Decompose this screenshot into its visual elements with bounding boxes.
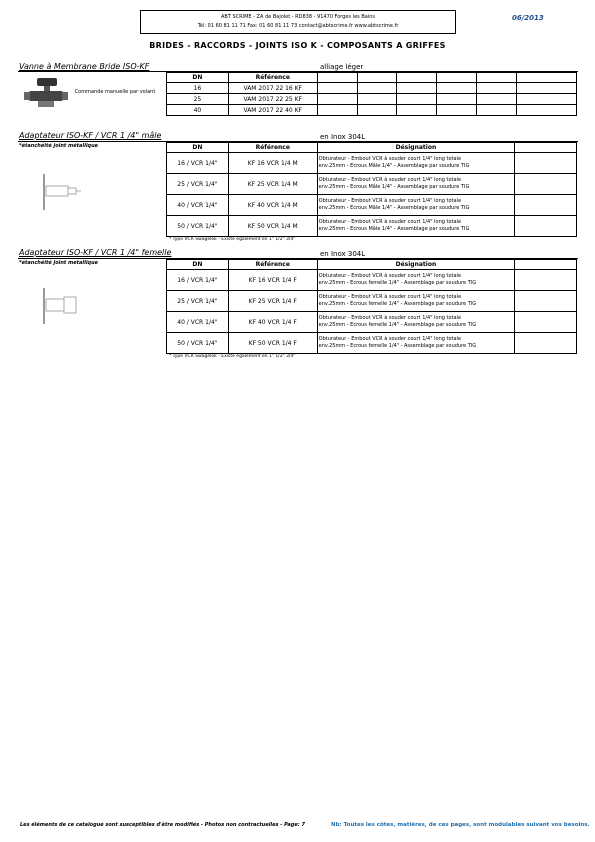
table-row	[167, 312, 577, 333]
col-dn: DN	[167, 260, 229, 270]
table-row	[167, 195, 577, 216]
male-adapter-photo	[36, 170, 82, 216]
table-row	[167, 270, 577, 291]
section2-table	[166, 142, 577, 237]
catalog-date: 06/2013	[512, 14, 544, 22]
section1-title: Vanne à Membrane Bride ISO-KF	[19, 62, 150, 71]
col-reference: Référence	[228, 73, 317, 83]
table-row	[167, 216, 577, 237]
section3-table	[166, 259, 577, 354]
cell-dn: 25 / VCR 1/4"	[167, 291, 229, 312]
table-row	[167, 153, 577, 174]
section2-title: Adaptateur ISO-KF / VCR 1 /4" mâle	[19, 131, 162, 140]
company-address: ABT SCRIME - ZA de Bajolet - RD838 - 91470 Forges les Bains	[220, 14, 376, 20]
cell-ref: KF 16 VCR 1/4 M	[228, 153, 317, 174]
col-dn: DN	[167, 143, 229, 153]
cell-ref: KF 40 VCR 1/4 M	[228, 195, 317, 216]
table-row	[167, 105, 577, 116]
company-header	[140, 10, 456, 34]
cell-dn: 25 / VCR 1/4"	[167, 174, 229, 195]
cell-ref: KF 16 VCR 1/4 F	[228, 270, 317, 291]
section1-material: alliage léger	[320, 63, 364, 71]
table-row	[167, 333, 577, 354]
col-dn: DN	[167, 73, 229, 83]
section3-footnote: * Type VCR Swagelok - Existe également en 1" 1/2" 3/4"	[169, 354, 296, 359]
cell-dn: 40 / VCR 1/4"	[167, 312, 229, 333]
col-designation: Désignation	[317, 143, 515, 153]
table-header-row	[167, 143, 577, 153]
cell-dn: 40 / VCR 1/4"	[167, 195, 229, 216]
cell-dn: 40	[167, 105, 229, 116]
section2-material: en Inox 304L	[320, 133, 366, 141]
section1-caption: Commande manuelle par volant	[74, 89, 156, 95]
section2-note: *étanchéité joint métallique	[19, 143, 99, 149]
section3-material: en Inox 304L	[320, 250, 366, 258]
cell-dn: 16 / VCR 1/4"	[167, 270, 229, 291]
cell-dn: 25	[167, 94, 229, 105]
cell-dn: 16	[167, 83, 229, 94]
cell-dn: 50 / VCR 1/4"	[167, 216, 229, 237]
cell-ref: VAM 2017 22 16 KF	[228, 83, 317, 94]
col-reference: Référence	[228, 143, 317, 153]
cell-designation: Obturateur - Embout VCR à souder court 1/4" long totale env.25mm - Ecrous femelle 1/4" - Assemblage par soudure TIG	[317, 270, 515, 291]
section1-table	[166, 72, 577, 116]
section3-note: *étanchéité joint metallique	[19, 260, 99, 266]
table-header-row	[167, 73, 577, 83]
cell-ref: KF 40 VCR 1/4 F	[228, 312, 317, 333]
cell-designation: Obturateur - Embout VCR à souder court 1/4" long totale env.25mm - Ecrous Mâle 1/4" - Assemblage par soudure TIG	[317, 174, 515, 195]
cell-ref: KF 50 VCR 1/4 F	[228, 333, 317, 354]
cell-dn: 50 / VCR 1/4"	[167, 333, 229, 354]
cell-designation: Obturateur - Embout VCR à souder court 1/4" long totale env.25mm - Ecrous femelle 1/4" - Assemblage par soudure TIG	[317, 291, 515, 312]
cell-designation: Obturateur - Embout VCR à souder court 1/4" long totale env.25mm - Ecrous Mâle 1/4" - Assemblage par soudure TIG	[317, 195, 515, 216]
cell-designation: Obturateur - Embout VCR à souder court 1/4" long totale env.25mm - Ecrous Mâle 1/4" - Assemblage par soudure TIG	[317, 153, 515, 174]
diaphragm-valve-photo	[24, 76, 68, 110]
table-row	[167, 94, 577, 105]
page-title: BRIDES - RACCORDS - JOINTS ISO K - COMPOSANTS A GRIFFES	[149, 41, 446, 50]
cell-ref: VAM 2017 22 25 KF	[228, 94, 317, 105]
cell-designation: Obturateur - Embout VCR à souder court 1/4" long totale env.25mm - Ecrous Mâle 1/4" - Assemblage par soudure TIG	[317, 216, 515, 237]
cell-ref: KF 50 VCR 1/4 M	[228, 216, 317, 237]
company-contact: Tél: 01 60 81 11 71 Fax: 01 60 81 11 73 contact@abtscrime.fr www.abtscrime.fr	[197, 23, 399, 29]
table-row	[167, 291, 577, 312]
cell-designation: Obturateur - Embout VCR à souder court 1/4" long totale env.25mm - Ecrous femelle 1/4" - Assemblage par soudure TIG	[317, 333, 515, 354]
table-row	[167, 174, 577, 195]
table-row	[167, 83, 577, 94]
footer-note: Nb: Toutes les côtes, matières, de ces pages, sont modulables suivant vos besoins.	[331, 822, 590, 828]
cell-ref: KF 25 VCR 1/4 F	[228, 291, 317, 312]
cell-ref: VAM 2017 22 40 KF	[228, 105, 317, 116]
cell-designation: Obturateur - Embout VCR à souder court 1/4" long totale env.25mm - Ecrous femelle 1/4" - Assemblage par soudure TIG	[317, 312, 515, 333]
cell-dn: 16 / VCR 1/4"	[167, 153, 229, 174]
table-header-row	[167, 260, 577, 270]
footer-disclaimer: Les éléments de ce catalogue sont susceptibles d'être modifiés - Photos non contractuelles - Page: 7	[20, 822, 305, 828]
section2-footnote: * Type VCR Swagelok - Existe également en 1" 1/2" 3/4"	[169, 237, 296, 242]
col-reference: Référence	[228, 260, 317, 270]
female-adapter-photo	[36, 284, 82, 330]
section3-title: Adaptateur ISO-KF / VCR 1 /4" femelle	[19, 248, 172, 257]
cell-ref: KF 25 VCR 1/4 M	[228, 174, 317, 195]
col-designation: Désignation	[317, 260, 515, 270]
